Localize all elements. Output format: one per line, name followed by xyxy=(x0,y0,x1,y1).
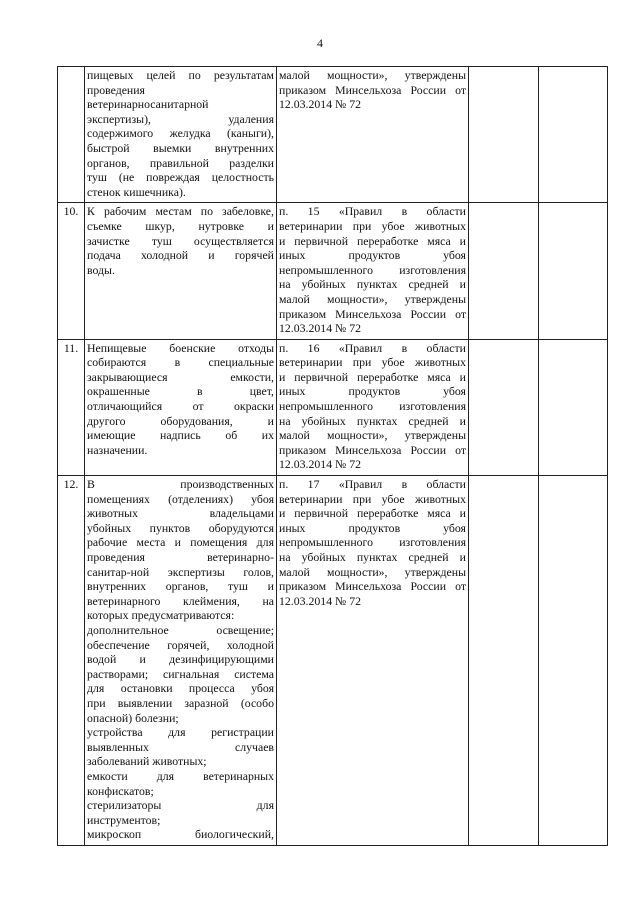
reference-line: на убойных пунктах средней и xyxy=(279,413,466,428)
requirement-line: устройства для регистрации xyxy=(87,725,274,740)
reference-cell xyxy=(277,476,469,846)
requirement-line: отличающийся от окраски xyxy=(87,399,274,414)
empty-cell-4 xyxy=(469,476,539,846)
reference-line: п. 17 «Правил в области xyxy=(279,477,466,492)
requirement-line: животных владельцами xyxy=(87,506,274,521)
requirement-line: В производственных xyxy=(87,477,274,492)
reference-cell xyxy=(277,339,469,475)
requirement-line: внутренних органов, туш и xyxy=(87,579,274,594)
reference-line: п. 16 «Правил в области xyxy=(279,340,466,355)
requirement-line: собираются в специальные xyxy=(87,355,274,370)
requirement-line: органов, правильной разделки xyxy=(87,155,274,170)
reference-line: малой мощности», утверждены xyxy=(279,428,466,443)
requirement-line: рабочие места и помещения для xyxy=(87,535,274,550)
requirement-line: санитар-ной экспертизы голов, xyxy=(87,564,274,579)
reference-line: непромышленного изготовления xyxy=(279,262,466,277)
row-number: 12. xyxy=(58,476,85,846)
empty-cell-5 xyxy=(539,67,608,203)
reference-line: 12.03.2014 № 72 xyxy=(279,593,362,608)
table-row xyxy=(58,476,608,846)
reference-cell xyxy=(277,67,469,203)
reference-line: ветеринарии при убое животных xyxy=(279,355,466,370)
reference-line: ветеринарии при убое животных xyxy=(279,491,466,506)
requirement-line: съемке шкур, нутровке и xyxy=(87,218,274,233)
reference-cell xyxy=(277,203,469,339)
requirement-line: растворами; сигнальная система xyxy=(87,666,274,681)
requirement-line: микроскоп биологический, xyxy=(87,827,274,842)
empty-cell-5 xyxy=(539,339,608,475)
requirement-line: проведения xyxy=(87,82,145,97)
requirement-line: емкости для ветеринарных xyxy=(87,768,274,783)
table-row xyxy=(58,67,608,203)
requirement-line: которых предусматриваются: xyxy=(87,608,235,623)
requirement-cell xyxy=(85,339,277,475)
requirement-line: имеющие надпись об их xyxy=(87,428,274,443)
requirement-line: туш (не повреждая целостность xyxy=(87,170,274,185)
table-row xyxy=(58,203,608,339)
empty-cell-5 xyxy=(539,203,608,339)
requirement-line: заболеваний животных; xyxy=(87,754,207,769)
requirement-line: конфискатов; xyxy=(87,783,154,798)
empty-cell-4 xyxy=(469,203,539,339)
reference-line: малой мощности», утверждены xyxy=(279,291,466,306)
empty-cell-4 xyxy=(469,67,539,203)
requirement-cell xyxy=(85,203,277,339)
requirement-line: назначении. xyxy=(87,442,148,457)
requirement-line: содержимого желудка (каныги), xyxy=(87,126,274,141)
reference-line: и первичной переработке мяса и xyxy=(279,233,466,248)
requirement-line: помещениях (отделениях) убоя xyxy=(87,491,274,506)
reference-line: малой мощности», утверждены xyxy=(279,564,466,579)
requirement-line: другого оборудования, и xyxy=(87,413,274,428)
empty-cell-4 xyxy=(469,339,539,475)
requirement-line: проведения ветеринарно- xyxy=(87,550,274,564)
requirement-line: при выявлении заразной (особо xyxy=(87,695,274,710)
requirement-line: стенок кишечника). xyxy=(87,184,186,199)
row-number: 11. xyxy=(58,339,85,475)
requirement-line: быстрой выемки внутренних xyxy=(87,140,274,155)
requirement-line: инструментов; xyxy=(87,812,161,827)
requirement-line: водой и дезинфицирующими xyxy=(87,652,274,667)
requirement-line: для остановки процесса убоя xyxy=(87,681,274,696)
requirement-line: опасной) болезни; xyxy=(87,710,179,725)
table-row xyxy=(58,339,608,475)
reference-line: иных продуктов убоя xyxy=(279,248,466,263)
requirement-line: ветеринарносанитарной xyxy=(87,97,209,112)
reference-line: иных продуктов убоя xyxy=(279,384,466,399)
row-number: 10. xyxy=(58,203,85,339)
requirement-line: дополнительное освещение; xyxy=(87,622,274,637)
requirement-line: убойных пунктов оборудуются xyxy=(87,520,274,535)
requirement-line: стерилизаторы для xyxy=(87,798,274,813)
reference-line: малой мощности», утверждены xyxy=(279,68,466,82)
empty-cell-5 xyxy=(539,476,608,846)
requirement-line: экспертизы), удаления xyxy=(87,111,274,126)
reference-line: приказом Минсельхоза России от xyxy=(279,579,466,594)
requirement-line: окрашенные в цвет, xyxy=(87,384,274,399)
reference-line: непромышленного изготовления xyxy=(279,399,466,414)
reference-line: и первичной переработке мяса и xyxy=(279,506,466,521)
reference-line: приказом Минсельхоза России от xyxy=(279,306,466,321)
requirement-line: Непищевые боенские отходы xyxy=(87,340,274,355)
reference-line: приказом Минсельхоза России от xyxy=(279,442,466,457)
reference-line: иных продуктов убоя xyxy=(279,520,466,535)
requirement-line: пищевых целей по результатам xyxy=(87,68,274,82)
reference-line: приказом Минсельхоза России от xyxy=(279,82,466,97)
reference-line: ветеринарии при убое животных xyxy=(279,218,466,233)
reference-line: п. 15 «Правил в области xyxy=(279,204,466,219)
reference-line: 12.03.2014 № 72 xyxy=(279,321,362,336)
requirement-line: зачистке туш осуществляется xyxy=(87,233,274,248)
requirement-cell xyxy=(85,67,277,203)
requirement-line: К рабочим местам по забеловке, xyxy=(87,204,274,219)
row-number xyxy=(58,67,85,203)
page-number: 4 xyxy=(317,36,323,50)
requirement-line: выявленных случаев xyxy=(87,739,274,754)
requirement-cell xyxy=(85,476,277,846)
reference-line: на убойных пунктах средней и xyxy=(279,550,466,564)
reference-line: непромышленного изготовления xyxy=(279,535,466,550)
reference-line: и первичной переработке мяса и xyxy=(279,369,466,384)
regulation-table xyxy=(57,66,608,846)
requirement-line: обеспечение горячей, холодной xyxy=(87,637,274,652)
requirement-line: ветеринарного клеймения, на xyxy=(87,593,274,608)
requirement-line: закрывающиеся емкости, xyxy=(87,369,274,384)
requirement-line: воды. xyxy=(87,262,115,277)
reference-line: на убойных пунктах средней и xyxy=(279,277,466,292)
requirement-line: подача холодной и горячей xyxy=(87,248,274,263)
reference-line: 12.03.2014 № 72 xyxy=(279,97,362,112)
reference-line: 12.03.2014 № 72 xyxy=(279,457,362,472)
